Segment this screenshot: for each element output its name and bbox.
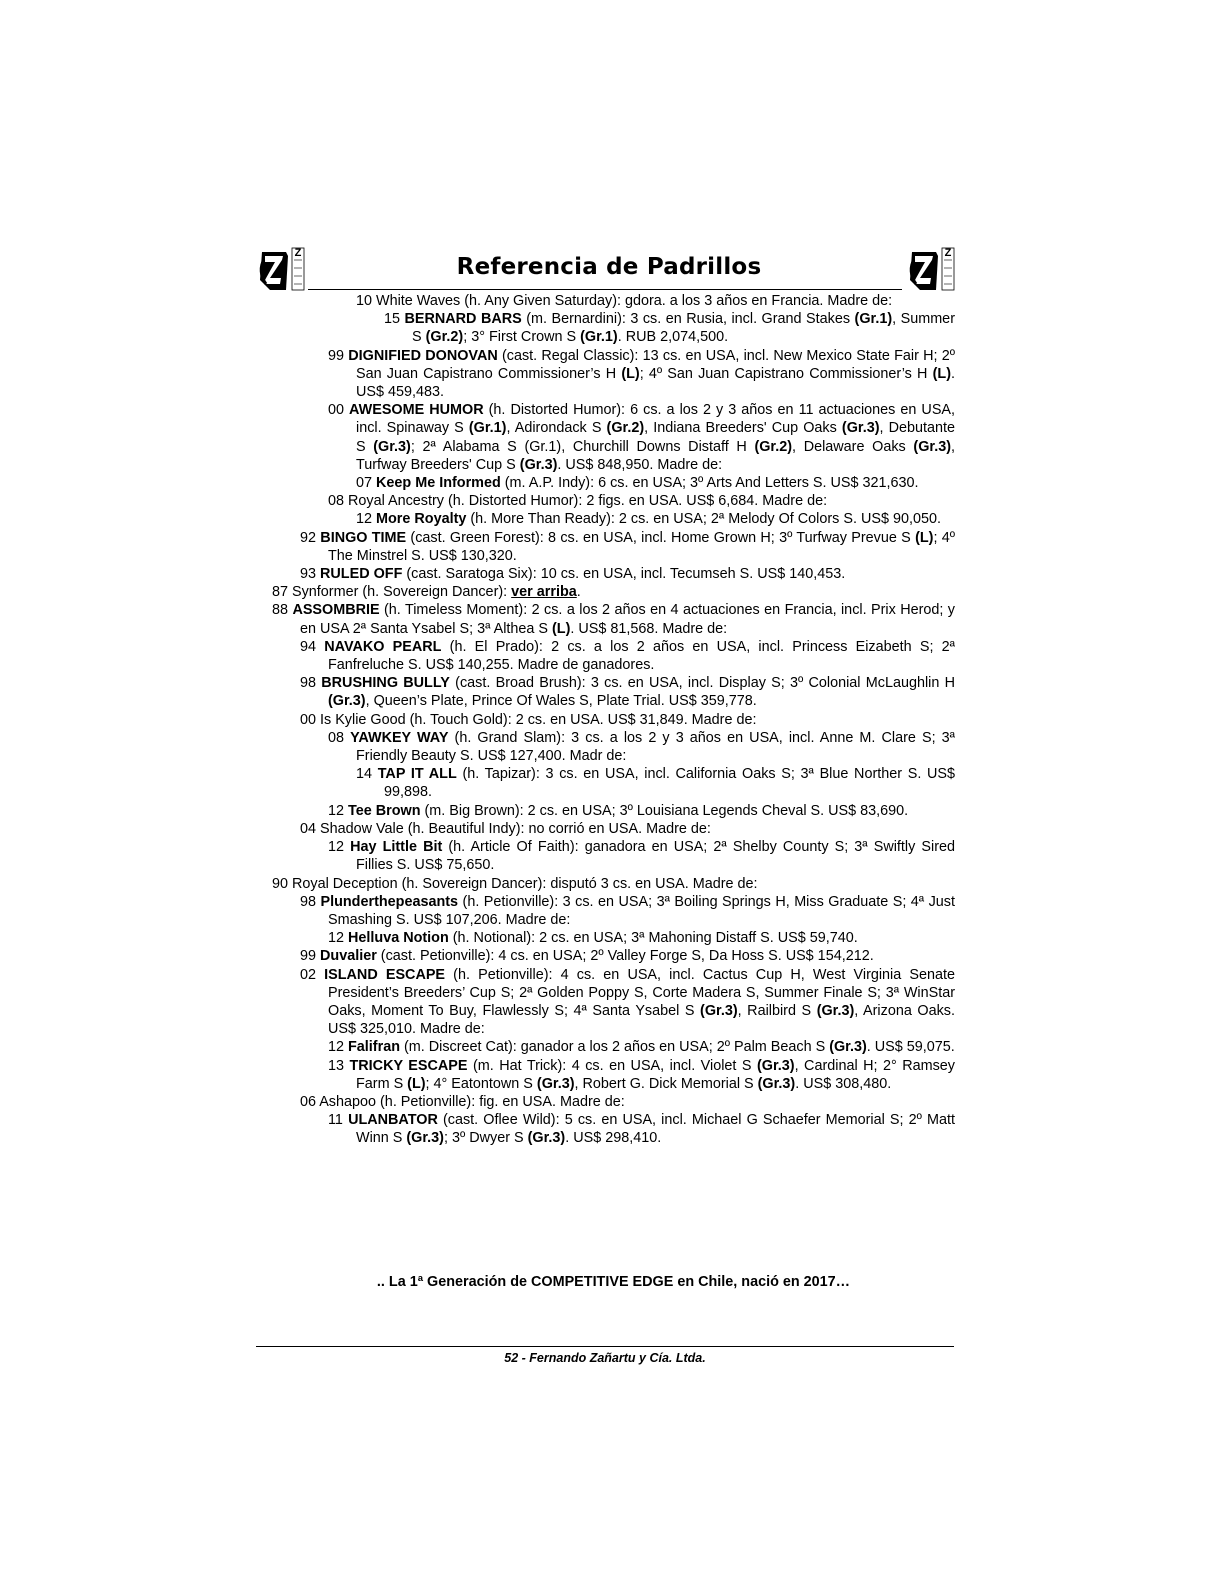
bold-segment: (Gr.2) [606,420,645,437]
text-segment: (h. Petionville): 3 cs. en USA; 3ª Boiling Springs H, Miss Graduate S; 4ª Just Smashing S. US$ 107,206. Madre de: [328,893,956,928]
pedigree-entry [272,875,955,893]
pedigree-entry [272,1093,955,1111]
svg-text:Z: Z [294,247,302,259]
bold-segment: (Gr.3) [536,1075,575,1092]
pedigree-entry [272,929,955,947]
pedigree-entry [272,820,955,838]
bold-segment: (Gr.1) [580,329,618,346]
bold-segment: BRUSHING BULLY [321,675,450,692]
text-segment: . RUB 2,074,500. [617,329,729,346]
header-divider [308,289,902,290]
text-segment: . US$ 848,950. Madre de: [557,456,723,473]
pedigree-entry [272,638,955,674]
text-segment: 99 [300,948,321,965]
bold-segment: (Gr.3) [700,1002,738,1019]
text-segment: . US$ 59,075. [866,1039,955,1056]
text-segment: . US$ 459,483. [356,365,955,401]
pedigree-entry [272,492,955,510]
bold-segment: Plunderthepeasants [320,893,459,910]
pedigree-entry [272,947,955,965]
text-segment: (cast. Saratoga Six): 10 cs. en USA, incl. Tecumseh S. US$ 140,453. [402,566,846,583]
pedigree-entry [272,893,955,929]
page-title: Referencia de Padrillos [456,254,762,280]
pedigree-entry [272,729,955,765]
text-segment: (h. El Prado): 2 cs. a los 2 años en USA, incl. Princess Eizabeth S; 2ª Fanfreluche S. US$ 140,255. Madre de ganadores. [328,638,955,674]
bold-segment: (L) [915,529,934,546]
bold-segment: (L) [552,620,571,637]
text-segment: 90 Royal Deception (h. Sovereign Dancer): disputó 3 cs. en USA. Madre de: [272,875,758,892]
bold-segment: (Gr.3) [373,438,411,455]
pedigree-entry [272,310,955,346]
bold-segment: (Gr.3) [829,1039,867,1056]
text-segment: (m. Discreet Cat): ganador a los 2 años en USA; 2º Palm Beach S [400,1039,830,1056]
bold-segment: More Royalty [376,511,467,528]
text-segment: (h. Distorted Humor): 6 cs. a los 2 y 3 años en 11 actuaciones en USA, incl. Spinaway S [356,402,956,437]
pedigree-entry [272,674,955,710]
text-segment: 11 [328,1112,349,1129]
text-segment: , Adirondack S [506,420,607,437]
text-segment: (m. Big Brown): 2 cs. en USA; 3º Louisiana Legends Cheval S. US$ 83,690. [420,802,909,819]
text-segment: (cast. Broad Brush): 3 cs. en USA, incl. Display S; 3º Colonial McLaughlin H [449,675,955,692]
bold-segment: (Gr.2) [754,438,793,455]
pedigree-entry [272,802,955,820]
page-footer: 52 - Fernando Zañartu y Cía. Ltda. [504,1351,706,1365]
text-segment: (m. Hat Trick): 4 cs. en USA, incl. Violet S [467,1057,757,1074]
bold-segment: BERNARD BARS [404,311,522,328]
bold-segment: (L) [407,1075,426,1092]
text-segment: , Indiana Breeders' Cup Oaks [644,420,842,437]
bold-segment: (Gr.3) [913,438,951,455]
pedigree-entry [272,401,955,474]
bold-segment: (Gr.3) [756,1057,795,1074]
pedigree-entry [272,765,955,801]
text-segment: 93 [300,566,321,583]
text-segment: 87 Synformer (h. Sovereign Dancer): [272,584,512,601]
bold-segment: ULANBATOR [348,1112,438,1129]
text-segment: 92 [300,529,321,546]
bold-segment: (Gr.3) [527,1130,566,1147]
text-segment: ; 4º San Juan Capistrano Commissioner’s H [639,365,933,382]
text-segment: (h. Notional): 2 cs. en USA; 3ª Mahoning Distaff S. US$ 59,740. [448,930,858,947]
company-logo-right [906,246,958,292]
pedigree-entry [272,347,955,402]
pedigree-entry [272,583,955,601]
bold-segment: Duvalier [320,948,377,965]
text-segment: 13 [328,1057,350,1074]
pedigree-entries [272,292,955,1148]
text-segment: (cast. Oflee Wild): 5 cs. en USA, incl. Michael G Schaefer Memorial S; 2º Matt Winn S [356,1112,955,1147]
text-segment: 08 Royal Ancestry (h. Distorted Humor): 2 figs. en USA. US$ 6,684. Madre de: [328,493,828,510]
bold-segment: (Gr.2) [425,329,464,346]
pedigree-entry [272,1111,955,1147]
text-segment: . US$ 308,480. [795,1075,892,1092]
text-segment: (cast. Petionville): 4 cs. en USA; 2º Valley Forge S, Da Hoss S. US$ 154,212. [376,948,874,965]
bold-segment: BINGO TIME [320,529,407,546]
text-segment: (m. A.P. Indy): 6 cs. en USA; 3º Arts And Letters S. US$ 321,630. [500,475,919,492]
text-segment: . [576,584,581,601]
bold-segment: TAP IT ALL [377,766,457,783]
text-segment: 88 [272,602,293,619]
text-segment: 02 [300,966,325,983]
text-segment: ; 2ª Alabama S (Gr.1), Churchill Downs Distaff H [410,438,755,455]
bold-segment: (Gr.3) [406,1130,444,1147]
text-segment: 12 [356,511,377,528]
bold-segment: NAVAKO PEARL [324,638,442,655]
text-segment: , Delaware Oaks [792,438,914,455]
footer-divider [256,1346,954,1347]
text-segment: (m. Bernardini): 3 cs. en Rusia, incl. Grand Stakes [521,311,855,328]
bold-segment: ver arriba [511,584,577,601]
text-segment: , Railbird S [737,1002,817,1019]
cross-reference-link[interactable] [511,584,577,600]
text-segment: ; 3° First Crown S [463,329,581,346]
bold-segment: YAWKEY WAY [350,729,449,746]
text-segment: 12 [328,1039,349,1056]
text-segment: , Robert G. Dick Memorial S [574,1075,758,1092]
bold-segment: (Gr.3) [841,420,880,437]
text-segment: . US$ 298,410. [565,1130,662,1147]
text-segment: , Arizona Oaks. US$ 325,010. Madre de: [328,1002,955,1038]
bold-segment: AWESOME HUMOR [349,402,484,419]
text-segment: ; 4º The Minstrel S. US$ 130,320. [328,529,955,564]
pedigree-entry [272,1057,955,1093]
bold-segment: (Gr.3) [757,1075,796,1092]
text-segment: ; 4° Eatontown S [425,1075,537,1092]
text-segment: 04 Shadow Vale (h. Beautiful Indy): no corrió en USA. Madre de: [300,820,711,837]
bold-segment: Keep Me Informed [376,475,501,492]
bold-segment: Falifran [348,1039,400,1056]
text-segment: ; 3º Dwyer S [443,1130,528,1147]
bold-segment: (Gr.1) [468,420,507,437]
bold-segment: (L) [621,365,640,382]
pedigree-entry [272,292,955,310]
bold-segment: DIGNIFIED DONOVAN [348,347,498,364]
bold-segment: Hay Little Bit [350,839,443,856]
bold-segment: (Gr.3) [816,1002,855,1019]
text-segment: (cast. Green Forest): 8 cs. en USA, incl. Home Grown H; 3º Turfway Prevue S [406,529,916,546]
bold-segment: Helluva Notion [348,930,449,947]
text-segment: 10 White Waves (h. Any Given Saturday): gdora. a los 3 años en Francia. Madre de: [356,293,893,309]
text-segment: . US$ 81,568. Madre de: [570,620,728,637]
pedigree-entry [272,510,955,528]
svg-text:Z: Z [944,247,952,259]
text-segment: (h. Petionville): 4 cs. en USA, incl. Cactus Cup H, West Virginia Senate President’s Breeders’ Cup S; 2ª Golden Poppy S, Corte Madera S, Summer Finale S; 3ª WinStar Oaks, Moment To Buy, Flawlessly S; 4ª Santa Ysabel S [328,966,956,1019]
text-segment: 15 [384,311,405,328]
text-segment: 12 [328,930,349,947]
text-segment: , Debutante S [356,420,956,455]
text-segment: , Cardinal H; 2° Ramsey Farm S [356,1057,956,1092]
bold-segment: (L) [932,365,951,382]
bold-segment: (Gr.1) [854,311,893,328]
text-segment: 98 [300,675,322,692]
text-segment: (h. Grand Slam): 3 cs. a los 2 y 3 años en USA, incl. Anne M. Clare S; 3ª Friendly Beauty S. US$ 127,400. Madr de: [356,729,955,765]
bold-segment: ISLAND ESCAPE [324,966,446,983]
text-segment: 14 [356,766,378,783]
bold-segment: Tee Brown [348,802,421,819]
text-segment: 99 [328,347,349,364]
bold-segment: (Gr.3) [328,693,366,710]
text-segment: (h. More Than Ready): 2 cs. en USA; 2ª Melody Of Colors S. US$ 90,050. [466,511,941,528]
text-segment: 08 [328,729,351,746]
pedigree-entry [272,601,955,637]
text-segment: 12 [328,839,351,856]
text-segment: 12 [328,802,349,819]
text-segment: , Turfway Breeders' Cup S [356,438,955,473]
pedigree-entry [272,966,955,1039]
pedigree-entry [272,565,955,583]
text-segment: , Summer S [412,311,955,346]
pedigree-entry [272,529,955,565]
pedigree-entry [272,711,955,729]
bold-segment: ASSOMBRIE [292,602,380,619]
text-segment: (h. Article Of Faith): ganadora en USA; 2ª Shelby County S; 3ª Swiftly Sired Fillies S. US$ 75,650. [356,839,955,874]
text-segment: , Queen’s Plate, Prince Of Wales S, Plate Trial. US$ 359,778. [365,693,757,710]
text-segment: (h. Timeless Moment): 2 cs. a los 2 años en 4 actuaciones en Francia, incl. Prix Herod; y en USA 2ª Santa Ysabel S; 3ª Althea S [300,602,956,637]
text-segment: 00 [328,402,350,419]
text-segment: 94 [300,638,325,655]
page-header [256,242,962,292]
text-segment: 00 Is Kylie Good (h. Touch Gold): 2 cs. en USA. US$ 31,849. Madre de: [300,711,757,728]
text-segment: 07 [356,475,377,492]
text-segment: 98 [300,893,321,910]
pedigree-entry [272,838,955,874]
bold-segment: TRICKY ESCAPE [349,1057,468,1074]
text-segment: 06 Ashapoo (h. Petionville): fig. en USA. Madre de: [300,1093,625,1110]
pedigree-entry [272,1038,955,1056]
closing-note: .. La 1ª Generación de COMPETITIVE EDGE en Chile, nació en 2017… [376,1274,851,1290]
text-segment: (cast. Regal Classic): 13 cs. en USA, incl. New Mexico State Fair H; 2º San Juan Capistrano Commissioner’s H [356,347,955,382]
text-segment: (h. Tapizar): 3 cs. en USA, incl. California Oaks S; 3ª Blue Norther S. US$ 99,898. [384,766,955,801]
bold-segment: (Gr.3) [519,456,558,473]
pedigree-entry [272,474,955,492]
bold-segment: RULED OFF [320,566,403,583]
